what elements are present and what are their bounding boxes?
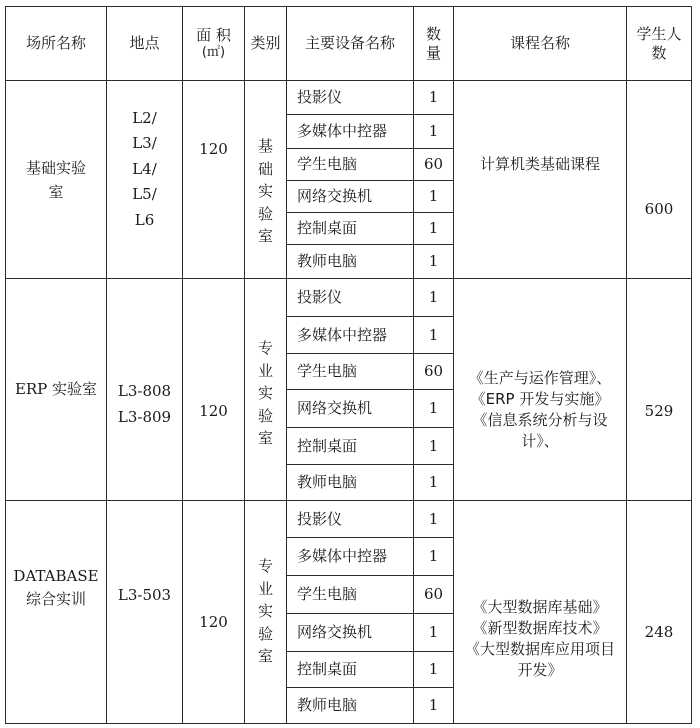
equipment-qty: 1 <box>414 181 454 213</box>
lab-course: 《生产与运作管理》、《ERP 开发与实施》《信息系统分析与设计》、 <box>468 368 612 450</box>
lab-students: 529 <box>644 402 674 421</box>
equipment-name: 控制桌面 <box>287 213 414 245</box>
equipment-qty: 1 <box>414 688 454 724</box>
header-qty-line1: 数 <box>425 24 441 43</box>
lab-area-cell <box>183 279 245 501</box>
equipment-qty: 1 <box>414 317 454 354</box>
equipment-qty: 1 <box>414 279 454 317</box>
equipment-name: 教师电脑 <box>287 465 414 501</box>
header-category: 类别 <box>245 7 287 81</box>
lab-area-cell <box>183 501 245 724</box>
lab-course: 计算机类基础课程 <box>479 155 600 173</box>
lab-area: 120 <box>199 402 228 421</box>
lab-area-cell <box>183 81 245 279</box>
equipment-qty: 60 <box>414 149 454 181</box>
lab-course-cell <box>454 81 627 279</box>
location-line: L5/ <box>132 185 157 204</box>
lab-area: 120 <box>199 612 228 631</box>
lab-students: 600 <box>644 200 674 219</box>
header-course: 课程名称 <box>454 7 627 81</box>
lab-name-cell <box>6 81 107 279</box>
lab-course-cell <box>454 279 627 501</box>
equipment-name: 投影仪 <box>287 81 414 115</box>
equipment-qty: 1 <box>414 428 454 465</box>
table-row <box>6 279 692 317</box>
header-students-line2: 数 <box>651 43 667 62</box>
header-students <box>627 7 692 81</box>
lab-students-cell <box>627 501 692 724</box>
lab-category: 专业实验室 <box>257 339 273 447</box>
equipment-name: 多媒体中控器 <box>287 317 414 354</box>
location-line: L4/ <box>132 159 157 178</box>
header-students-line1: 学生人 <box>636 24 682 43</box>
equipment-name: 网络交换机 <box>287 614 414 652</box>
lab-course: 《大型数据库基础》《新型数据库技术》《大型数据库应用项目开发》 <box>464 598 615 679</box>
equipment-qty: 60 <box>414 354 454 390</box>
lab-category: 专业实验室 <box>257 557 273 665</box>
equipment-name: 网络交换机 <box>287 390 414 428</box>
lab-category-cell <box>245 501 287 724</box>
equipment-name: 教师电脑 <box>287 245 414 279</box>
header-row <box>6 7 692 81</box>
location-line: L3/ <box>132 134 157 153</box>
lab-name: DATABASE 综合实训 <box>13 567 99 608</box>
location-line: L6 <box>134 210 155 229</box>
equipment-name: 投影仪 <box>287 501 414 538</box>
lab-name: ERP 实验室 <box>14 380 98 398</box>
header-venue: 场所名称 <box>6 7 107 81</box>
equipment-qty: 1 <box>414 652 454 688</box>
equipment-qty: 1 <box>414 81 454 115</box>
location-line: L3-808 <box>117 382 172 400</box>
header-qty-line2: 量 <box>425 43 441 62</box>
lab-area: 120 <box>199 140 228 158</box>
table-row <box>6 501 692 538</box>
header-location: 地点 <box>107 7 183 81</box>
lab-name-cell <box>6 279 107 501</box>
location-line: L3-503 <box>117 586 172 604</box>
lab-table <box>5 6 692 724</box>
location-line: L2/ <box>132 108 157 127</box>
equipment-name: 学生电脑 <box>287 149 414 181</box>
equipment-qty: 1 <box>414 390 454 428</box>
header-area-line2: (㎡) <box>201 44 226 60</box>
table-row <box>6 81 692 115</box>
equipment-qty: 1 <box>414 213 454 245</box>
lab-location-cell <box>107 501 183 724</box>
lab-students-cell <box>627 279 692 501</box>
lab-name: 基础实验室 <box>25 158 86 201</box>
lab-course-cell <box>454 501 627 724</box>
equipment-name: 控制桌面 <box>287 428 414 465</box>
equipment-name: 学生电脑 <box>287 576 414 614</box>
equipment-name: 学生电脑 <box>287 354 414 390</box>
header-area <box>183 7 245 81</box>
equipment-name: 投影仪 <box>287 279 414 317</box>
equipment-qty: 1 <box>414 465 454 501</box>
lab-location-cell <box>107 81 183 279</box>
equipment-name: 网络交换机 <box>287 181 414 213</box>
header-area-line1: 面 积 <box>196 26 231 44</box>
equipment-qty: 1 <box>414 538 454 576</box>
equipment-name: 多媒体中控器 <box>287 538 414 576</box>
equipment-qty: 1 <box>414 501 454 538</box>
lab-location-cell <box>107 279 183 501</box>
equipment-qty: 1 <box>414 614 454 652</box>
equipment-name: 多媒体中控器 <box>287 115 414 149</box>
lab-category: 基础实验室 <box>257 137 273 245</box>
header-qty <box>414 7 454 81</box>
lab-category-cell <box>245 279 287 501</box>
equipment-name: 控制桌面 <box>287 652 414 688</box>
lab-students: 248 <box>644 622 674 641</box>
equipment-name: 教师电脑 <box>287 688 414 724</box>
lab-category-cell <box>245 81 287 279</box>
equipment-qty: 60 <box>414 576 454 614</box>
equipment-qty: 1 <box>414 245 454 279</box>
equipment-qty: 1 <box>414 115 454 149</box>
lab-name-cell <box>6 501 107 724</box>
lab-students-cell <box>627 81 692 279</box>
header-equipment: 主要设备名称 <box>287 7 414 81</box>
location-line: L3-809 <box>117 407 172 426</box>
